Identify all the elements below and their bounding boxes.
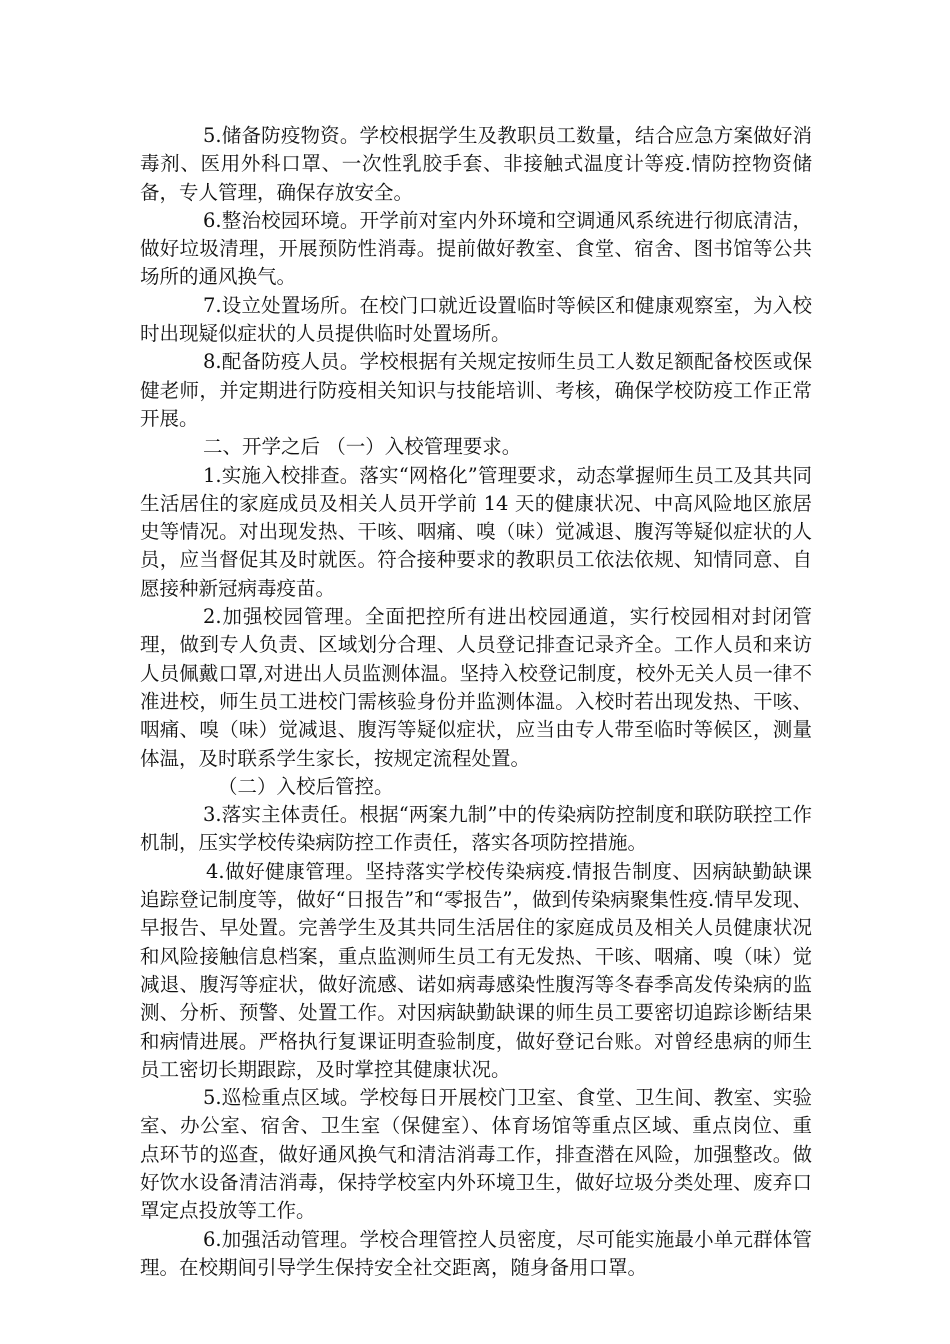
paragraph-disposal-site: 7.设立处置场所。在校门口就近设置临时等候区和健康观察室，为入校时出现疑似症状的人员提供临时处置场所。 [140, 293, 812, 346]
paragraph-campus-management: 2.加强校园管理。全面把控所有进出校园通道，实行校园相对封闭管理，做到专人负责、区域划分合理、人员登记排查记录齐全。工作人员和来访人员佩戴口罩,对进出人员监测体温。坚持入校登记制度，校外无关人员一律不准进校，师生员工进校门需核验身份并监测体温。入校时若出现发热、干咳、咽痛、嗅（味）觉减退、腹泻等疑似症状，应当由专人带至临时等候区，测量体温，及时联系学生家长，按规定流程处置。 [140, 605, 812, 770]
section-heading-after-opening: 二、开学之后 （一）入校管理要求。 [203, 435, 522, 459]
paragraph-main-responsibility: 3.落实主体责任。根据“两案九制”中的传染病防控制度和联防联控工作机制，压实学校传染病防控工作责任，落实各项防控措施。 [140, 803, 812, 855]
paragraph-activity-management: 6.加强活动管理。学校合理管控人员密度，尽可能实施最小单元群体管理。在校期间引导学生保持安全社交距离，随身备用口罩。 [140, 1227, 812, 1279]
paragraph-stockpile-supplies: 5.储备防疫物资。学校根据学生及教职员工数量，结合应急方案做好消毒剂、医用外科口罩、一次性乳胶手套、非接触式温度计等疫.情防控物资储备，专人管理，确保存放安全。 [140, 124, 812, 204]
paragraph-entry-screening: 1.实施入校排查。落实“网格化”管理要求，动态掌握师生员工及其共同生活居住的家庭成员及相关人员开学前 14 天的健康状况、中高风险地区旅居史等情况。对出现发热、干咳、咽痛、嗅（味）觉减退、腹泻等疑似症状的人员，应当督促其及时就医。符合接种要求的教职员工依法依规、知情同意、自愿接种新冠病毒疫苗。 [140, 463, 812, 600]
paragraph-campus-environment: 6.整治校园环境。开学前对室内外环境和空调通风系统进行彻底清洁，做好垃圾清理，开展预防性消毒。提前做好教室、食堂、宿舍、图书馆等公共场所的通风换气。 [140, 208, 812, 289]
paragraph-health-management: 4.做好健康管理。坚持落实学校传染病疫.情报告制度、因病缺勤缺课追踪登记制度等，做好“日报告”和“零报告”，做到传染病聚集性疫.情早发现、早报告、早处置。完善学生及其共同生活居住的家庭成员及相关人员健康状况和风险接触信息档案，重点监测师生员工有无发热、干咳、咽痛、嗅（味）觉减退、腹泻等症状，做好流感、诺如病毒感染性腹泻等冬春季高发传染病的监测、分析、预警、处置工作。对因病缺勤缺课的师生员工要密切追踪诊断结果和病情进展。严格执行复课证明查验制度，做好登记台账。对曾经患病的师生员工密切长期跟踪，及时掌控其健康状况。 [140, 859, 812, 1081]
section-heading-post-entry-control: （二）入校后管控。 [218, 774, 394, 798]
paragraph-epidemic-staff: 8.配备防疫人员。学校根据有关规定按师生员工人数足额配备校医或保健老师，并定期进行防疫相关知识与技能培训、考核，确保学校防疫工作正常开展。 [140, 350, 812, 430]
document-body [140, 122, 812, 1282]
paragraph-key-area-inspection: 5.巡检重点区域。学校每日开展校门卫室、食堂、卫生间、教室、实验室、办公室、宿舍、卫生室（保健室）、体育场馆等重点区域、重点岗位、重点环节的巡查，做好通风换气和清洁消毒工作，排查潜在风险，加强整改。做好饮水设备清洁消毒，保持学校室内外环境卫生，做好垃圾分类处理、废弃口罩定点投放等工作。 [140, 1086, 812, 1223]
